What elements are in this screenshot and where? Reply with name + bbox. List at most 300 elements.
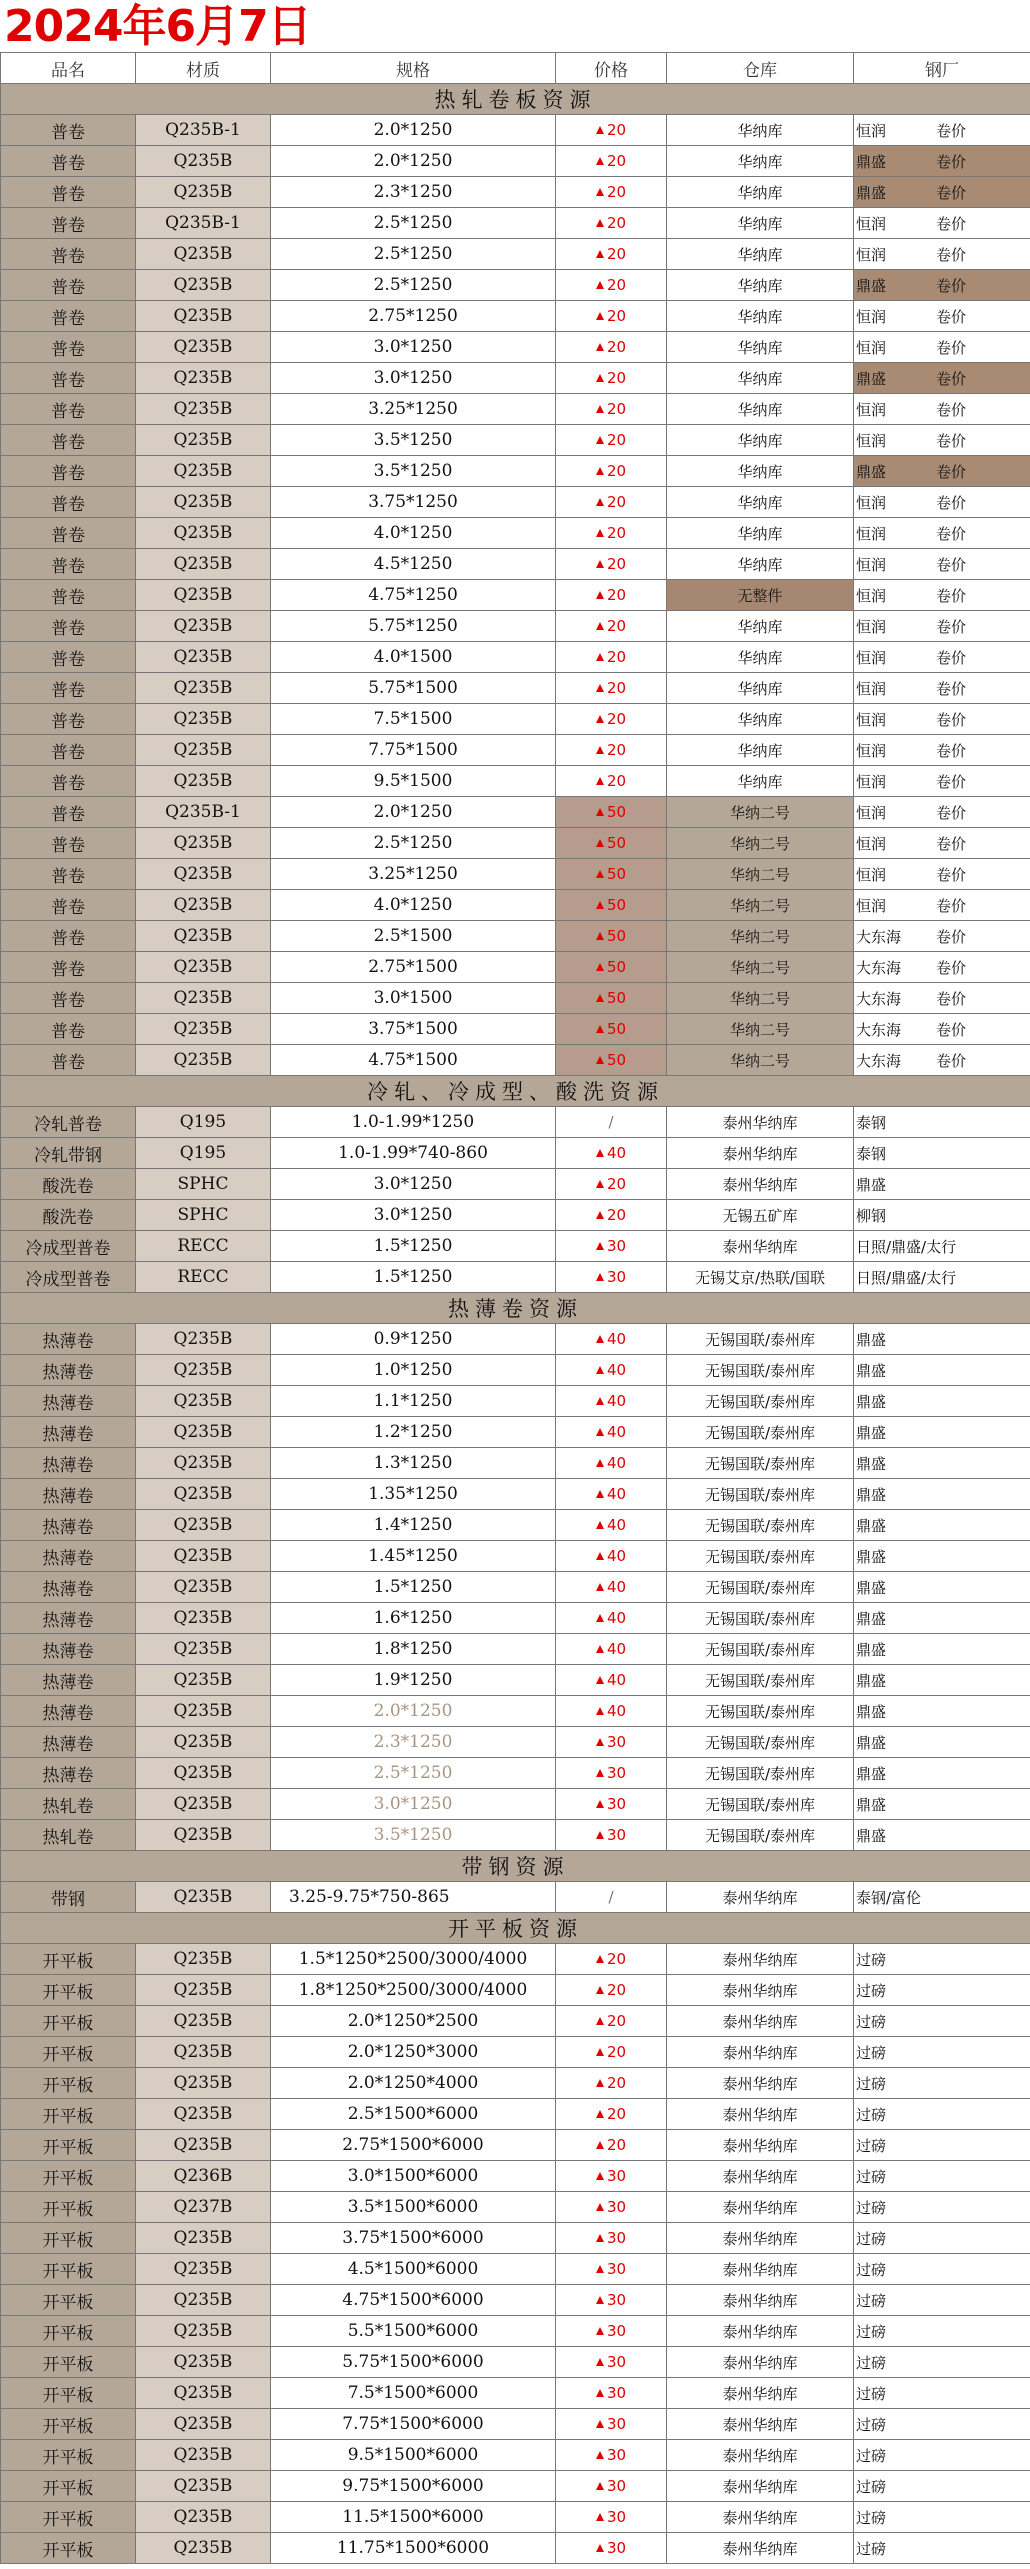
- spec: 11.75*1500*6000: [271, 2533, 556, 2564]
- spec: 2.75*1500*6000: [271, 2130, 556, 2161]
- price-cell: [556, 1045, 667, 1076]
- warehouse: 泰州华纳库: [667, 2316, 854, 2347]
- table-row: [1, 735, 1030, 766]
- mill-cell: [854, 1541, 1030, 1572]
- product-name: 热薄卷: [1, 1727, 136, 1758]
- spec: 2.0*1250*3000: [271, 2037, 556, 2068]
- spec: 4.75*1250: [271, 580, 556, 611]
- mill-cell: [854, 2130, 1030, 2161]
- material: Q235B: [136, 1386, 271, 1417]
- price-value: 30: [606, 2508, 627, 2526]
- material: Q195: [136, 1138, 271, 1169]
- table-row: [1, 1200, 1030, 1231]
- product-name: 冷成型普卷: [1, 1262, 136, 1293]
- table-row: [1, 1386, 1030, 1417]
- material: Q235B: [136, 1944, 271, 1975]
- warehouse: 泰州华纳库: [667, 2440, 854, 2471]
- mill-name: 恒润: [856, 865, 887, 884]
- price-cell: [556, 363, 667, 394]
- table-row: [1, 1138, 1030, 1169]
- price-cell: [556, 146, 667, 177]
- price-value: 40: [606, 1392, 627, 1410]
- spec: 1.3*1250: [271, 1448, 556, 1479]
- warehouse: 华纳二号: [667, 828, 854, 859]
- mill-cell: [854, 1975, 1030, 2006]
- mill-name: 过磅: [856, 2353, 887, 2372]
- material: Q235B: [136, 301, 271, 332]
- spec: 4.75*1500: [271, 1045, 556, 1076]
- mill-name: 过磅: [856, 1950, 887, 1969]
- price-cell: [556, 270, 667, 301]
- material: SPHC: [136, 1169, 271, 1200]
- mill-cell: [854, 239, 1030, 270]
- spec: 4.5*1250: [271, 549, 556, 580]
- mill-name: 鼎盛: [856, 1702, 887, 1721]
- mill-name: 泰钢: [856, 1144, 887, 1163]
- product-name: 普卷: [1, 394, 136, 425]
- mill-name: 鼎盛: [856, 183, 887, 202]
- warehouse: 华纳库: [667, 115, 854, 146]
- material: Q235B: [136, 456, 271, 487]
- up-arrow-icon: [596, 1242, 604, 1250]
- up-arrow-icon: [596, 2079, 604, 2087]
- material: Q235B: [136, 2006, 271, 2037]
- warehouse: 泰州华纳库: [667, 1882, 854, 1913]
- price-cell: [556, 1014, 667, 1045]
- up-arrow-icon: [596, 1738, 604, 1746]
- product-name: 冷轧带钢: [1, 1138, 136, 1169]
- mill-name: 过磅: [856, 2415, 887, 2434]
- warehouse: 泰州华纳库: [667, 2409, 854, 2440]
- table-row: [1, 1572, 1030, 1603]
- section-header-row: [1, 84, 1030, 115]
- price-value: 30: [606, 2415, 627, 2433]
- spec: 1.35*1250: [271, 1479, 556, 1510]
- price-cell: [556, 2037, 667, 2068]
- material: Q235B-1: [136, 208, 271, 239]
- warehouse: 华纳库: [667, 425, 854, 456]
- table-row: [1, 239, 1030, 270]
- spec: 2.3*1250: [271, 1727, 556, 1758]
- up-arrow-icon: [596, 1955, 604, 1963]
- price-cell: [556, 115, 667, 146]
- price-basis: 卷价: [936, 958, 967, 977]
- price-cell: [556, 2285, 667, 2316]
- price-cell: [556, 1138, 667, 1169]
- warehouse: 无锡国联/泰州库: [667, 1510, 854, 1541]
- material: Q235B: [136, 363, 271, 394]
- warehouse: 华纳库: [667, 146, 854, 177]
- mill-cell: [854, 2254, 1030, 2285]
- table-row: [1, 2471, 1030, 2502]
- price-cell: [556, 983, 667, 1014]
- material: RECC: [136, 1231, 271, 1262]
- material: Q235B: [136, 1882, 271, 1913]
- mill-name: 过磅: [856, 2384, 887, 2403]
- up-arrow-icon: [596, 2265, 604, 2273]
- table-row: [1, 518, 1030, 549]
- mill-name: 鼎盛: [856, 1516, 887, 1535]
- table-row: [1, 425, 1030, 456]
- table-row: [1, 952, 1030, 983]
- table-row: [1, 1944, 1030, 1975]
- warehouse: 华纳库: [667, 239, 854, 270]
- spec: 9.5*1500*6000: [271, 2440, 556, 2471]
- table-row: [1, 1510, 1030, 1541]
- up-arrow-icon: [596, 529, 604, 537]
- material: Q235B: [136, 2471, 271, 2502]
- price-value: 20: [606, 183, 627, 201]
- price-basis: 卷价: [936, 648, 967, 667]
- price-value: 20: [606, 369, 627, 387]
- product-name: 开平板: [1, 2130, 136, 2161]
- mill-name: 鼎盛: [856, 462, 887, 481]
- price-value: 20: [606, 245, 627, 263]
- up-arrow-icon: [596, 684, 604, 692]
- material: SPHC: [136, 1200, 271, 1231]
- product-name: 普卷: [1, 208, 136, 239]
- mill-cell: [854, 425, 1030, 456]
- header-mill: 钢厂: [854, 53, 1030, 84]
- mill-cell: [854, 549, 1030, 580]
- price-cell: [556, 1944, 667, 1975]
- mill-cell: [854, 1572, 1030, 1603]
- product-name: 普卷: [1, 890, 136, 921]
- mill-name: 恒润: [856, 741, 887, 760]
- spec: 1.0-1.99*1250: [271, 1107, 556, 1138]
- product-name: 开平板: [1, 2192, 136, 2223]
- price-value: 20: [606, 2136, 627, 2154]
- warehouse: 无锡国联/泰州库: [667, 1789, 854, 1820]
- price-value: 50: [606, 927, 627, 945]
- spec: 3.5*1250: [271, 1820, 556, 1851]
- price-value: 20: [606, 617, 627, 635]
- warehouse: 华纳库: [667, 766, 854, 797]
- table-row: [1, 828, 1030, 859]
- up-arrow-icon: [596, 2110, 604, 2118]
- mill-cell: [854, 642, 1030, 673]
- table-row: [1, 1789, 1030, 1820]
- price-value: 30: [606, 1764, 627, 1782]
- material: Q235B: [136, 2130, 271, 2161]
- spec: 1.5*1250*2500/3000/4000: [271, 1944, 556, 1975]
- mill-cell: [854, 1448, 1030, 1479]
- table-row: [1, 2130, 1030, 2161]
- price-cell: [556, 1169, 667, 1200]
- mill-cell: [854, 2471, 1030, 2502]
- table-row: [1, 1665, 1030, 1696]
- product-name: 热薄卷: [1, 1324, 136, 1355]
- warehouse: 无锡国联/泰州库: [667, 1479, 854, 1510]
- mill-name: 过磅: [856, 2074, 887, 2093]
- material: Q237B: [136, 2192, 271, 2223]
- material: Q235B-1: [136, 797, 271, 828]
- product-name: 开平板: [1, 2440, 136, 2471]
- material: Q235B: [136, 1696, 271, 1727]
- product-name: 热薄卷: [1, 1665, 136, 1696]
- price-value: 30: [606, 2260, 627, 2278]
- price-cell: [556, 301, 667, 332]
- mill-name: 过磅: [856, 2508, 887, 2527]
- section-title: 冷轧、冷成型、酸洗资源: [1, 1076, 1030, 1107]
- header-name: 品名: [1, 53, 136, 84]
- spec: 2.75*1250: [271, 301, 556, 332]
- warehouse: 泰州华纳库: [667, 1231, 854, 1262]
- product-name: 开平板: [1, 2068, 136, 2099]
- price-value: 20: [606, 121, 627, 139]
- product-name: 热轧卷: [1, 1789, 136, 1820]
- price-cell: [556, 177, 667, 208]
- price-cell: [556, 921, 667, 952]
- mill-cell: [854, 1789, 1030, 1820]
- warehouse: 无锡国联/泰州库: [667, 1758, 854, 1789]
- table-row: [1, 797, 1030, 828]
- mill-cell: [854, 797, 1030, 828]
- price-basis: 卷价: [936, 121, 967, 140]
- up-arrow-icon: [596, 2296, 604, 2304]
- mill-name: 日照/鼎盛/太行: [856, 1268, 957, 1287]
- section-title: 带钢资源: [1, 1851, 1030, 1882]
- material: Q235B: [136, 1789, 271, 1820]
- mill-name: 鼎盛: [856, 1671, 887, 1690]
- price-cell: [556, 2471, 667, 2502]
- table-row: [1, 394, 1030, 425]
- mill-name: 鼎盛: [856, 152, 887, 171]
- warehouse: 华纳库: [667, 735, 854, 766]
- price-cell: [556, 642, 667, 673]
- price-cell: [556, 1975, 667, 2006]
- material: Q235B: [136, 2254, 271, 2285]
- material: Q235B: [136, 983, 271, 1014]
- section-header-row: [1, 1913, 1030, 1944]
- table-row: [1, 270, 1030, 301]
- spec: 4.0*1500: [271, 642, 556, 673]
- up-arrow-icon: [596, 2513, 604, 2521]
- price-cell: [556, 208, 667, 239]
- material: Q235B: [136, 518, 271, 549]
- warehouse: 泰州华纳库: [667, 2099, 854, 2130]
- up-arrow-icon: [596, 808, 604, 816]
- spec: 2.3*1250: [271, 177, 556, 208]
- spec: 0.9*1250: [271, 1324, 556, 1355]
- price-basis: 卷价: [936, 462, 967, 481]
- mill-name: 恒润: [856, 431, 887, 450]
- price-value: 20: [606, 524, 627, 542]
- material: Q235B: [136, 1665, 271, 1696]
- table-row: [1, 983, 1030, 1014]
- price-cell: [556, 2099, 667, 2130]
- price-value: 30: [606, 1237, 627, 1255]
- up-arrow-icon: [596, 126, 604, 134]
- price-basis: 卷价: [936, 152, 967, 171]
- material: Q235B: [136, 146, 271, 177]
- price-cell: [556, 2006, 667, 2037]
- mill-name: 鼎盛: [856, 1764, 887, 1783]
- table-row: [1, 1231, 1030, 1262]
- table-row: [1, 1045, 1030, 1076]
- mill-cell: [854, 1169, 1030, 1200]
- mill-name: 鼎盛: [856, 369, 887, 388]
- table-row: [1, 1107, 1030, 1138]
- mill-name: 过磅: [856, 2012, 887, 2031]
- mill-cell: [854, 673, 1030, 704]
- warehouse: 华纳库: [667, 642, 854, 673]
- price-value: 30: [606, 1733, 627, 1751]
- section-title: 开平板资源: [1, 1913, 1030, 1944]
- spec: 3.75*1500*6000: [271, 2223, 556, 2254]
- price-value: 20: [606, 2074, 627, 2092]
- warehouse: 泰州华纳库: [667, 1138, 854, 1169]
- table-row: [1, 1758, 1030, 1789]
- spec: 3.25*1250: [271, 394, 556, 425]
- price-value: /: [608, 1888, 614, 1906]
- up-arrow-icon: [596, 1614, 604, 1622]
- price-cell: [556, 1510, 667, 1541]
- up-arrow-icon: [596, 343, 604, 351]
- table-row: [1, 2316, 1030, 2347]
- price-cell: [556, 332, 667, 363]
- price-basis: 卷价: [936, 307, 967, 326]
- price-value: 40: [606, 1547, 627, 1565]
- material: Q235B: [136, 1975, 271, 2006]
- spec: 3.0*1250: [271, 1169, 556, 1200]
- material: Q235B: [136, 890, 271, 921]
- spec: 1.8*1250*2500/3000/4000: [271, 1975, 556, 2006]
- table-row: [1, 456, 1030, 487]
- product-name: 普卷: [1, 115, 136, 146]
- table-row: [1, 2006, 1030, 2037]
- product-name: 普卷: [1, 146, 136, 177]
- mill-cell: [854, 2533, 1030, 2564]
- spec: 1.5*1250: [271, 1262, 556, 1293]
- warehouse: 泰州华纳库: [667, 2006, 854, 2037]
- warehouse: 华纳库: [667, 270, 854, 301]
- mill-cell: [854, 1262, 1030, 1293]
- mill-cell: [854, 2502, 1030, 2533]
- product-name: 普卷: [1, 363, 136, 394]
- warehouse: 泰州华纳库: [667, 1944, 854, 1975]
- spec: 3.75*1250: [271, 487, 556, 518]
- table-row: [1, 1882, 1030, 1913]
- up-arrow-icon: [596, 1552, 604, 1560]
- warehouse: 无锡国联/泰州库: [667, 1386, 854, 1417]
- mill-name: 过磅: [856, 1981, 887, 2000]
- spec: 1.6*1250: [271, 1603, 556, 1634]
- material: Q235B: [136, 2502, 271, 2533]
- product-name: 热薄卷: [1, 1758, 136, 1789]
- up-arrow-icon: [596, 1583, 604, 1591]
- material: Q235B: [136, 2440, 271, 2471]
- up-arrow-icon: [596, 2172, 604, 2180]
- mill-cell: [854, 828, 1030, 859]
- mill-name: 过磅: [856, 2291, 887, 2310]
- spec: 2.75*1500: [271, 952, 556, 983]
- up-arrow-icon: [596, 2358, 604, 2366]
- product-name: 开平板: [1, 2254, 136, 2285]
- warehouse: 华纳库: [667, 301, 854, 332]
- spec: 1.5*1250: [271, 1231, 556, 1262]
- table-row: [1, 1417, 1030, 1448]
- price-cell: [556, 828, 667, 859]
- section-title: 热薄卷资源: [1, 1293, 1030, 1324]
- table-row: [1, 2192, 1030, 2223]
- up-arrow-icon: [596, 1335, 604, 1343]
- mill-name: 过磅: [856, 2446, 887, 2465]
- warehouse: 无锡国联/泰州库: [667, 1355, 854, 1386]
- spec: 3.0*1500*6000: [271, 2161, 556, 2192]
- spec: 2.0*1250: [271, 1696, 556, 1727]
- warehouse: 华纳库: [667, 177, 854, 208]
- table-row: [1, 1975, 1030, 2006]
- price-table-body: [1, 53, 1030, 2564]
- mill-name: 鼎盛: [856, 1423, 887, 1442]
- up-arrow-icon: [596, 1831, 604, 1839]
- price-value: 50: [606, 989, 627, 1007]
- warehouse: 无锡国联/泰州库: [667, 1665, 854, 1696]
- mill-cell: [854, 921, 1030, 952]
- warehouse: 泰州华纳库: [667, 2192, 854, 2223]
- price-value: 30: [606, 2167, 627, 2185]
- product-name: 开平板: [1, 1944, 136, 1975]
- price-value: 20: [606, 400, 627, 418]
- spec: 2.5*1250: [271, 828, 556, 859]
- spec: 2.5*1250: [271, 1758, 556, 1789]
- price-cell: [556, 1789, 667, 1820]
- up-arrow-icon: [596, 653, 604, 661]
- table-row: [1, 1014, 1030, 1045]
- table-row: [1, 549, 1030, 580]
- mill-name: 过磅: [856, 2539, 887, 2558]
- up-arrow-icon: [596, 312, 604, 320]
- up-arrow-icon: [596, 560, 604, 568]
- up-arrow-icon: [596, 1769, 604, 1777]
- warehouse: 泰州华纳库: [667, 2285, 854, 2316]
- mill-cell: [854, 1510, 1030, 1541]
- up-arrow-icon: [596, 1645, 604, 1653]
- material: Q235B: [136, 1603, 271, 1634]
- price-basis: 卷价: [936, 617, 967, 636]
- warehouse: 泰州华纳库: [667, 2223, 854, 2254]
- mill-cell: [854, 2192, 1030, 2223]
- mill-cell: [854, 1696, 1030, 1727]
- mill-cell: [854, 766, 1030, 797]
- mill-cell: [854, 2285, 1030, 2316]
- up-arrow-icon: [596, 1707, 604, 1715]
- mill-name: 泰钢: [856, 1113, 887, 1132]
- up-arrow-icon: [596, 839, 604, 847]
- mill-cell: [854, 983, 1030, 1014]
- mill-name: 恒润: [856, 648, 887, 667]
- price-cell: [556, 1107, 667, 1138]
- warehouse: 无锡国联/泰州库: [667, 1417, 854, 1448]
- mill-cell: [854, 1603, 1030, 1634]
- mill-cell: [854, 1417, 1030, 1448]
- table-row: [1, 301, 1030, 332]
- warehouse: 无锡国联/泰州库: [667, 1696, 854, 1727]
- spec: 5.75*1500: [271, 673, 556, 704]
- mill-cell: [854, 487, 1030, 518]
- table-row: [1, 208, 1030, 239]
- spec: 7.75*1500: [271, 735, 556, 766]
- warehouse: 无锡五矿库: [667, 1200, 854, 1231]
- spec: 2.0*1250: [271, 146, 556, 177]
- product-name: 开平板: [1, 1975, 136, 2006]
- price-value: 20: [606, 741, 627, 759]
- product-name: 普卷: [1, 704, 136, 735]
- warehouse: 华纳库: [667, 611, 854, 642]
- spec: 4.5*1500*6000: [271, 2254, 556, 2285]
- product-name: 普卷: [1, 177, 136, 208]
